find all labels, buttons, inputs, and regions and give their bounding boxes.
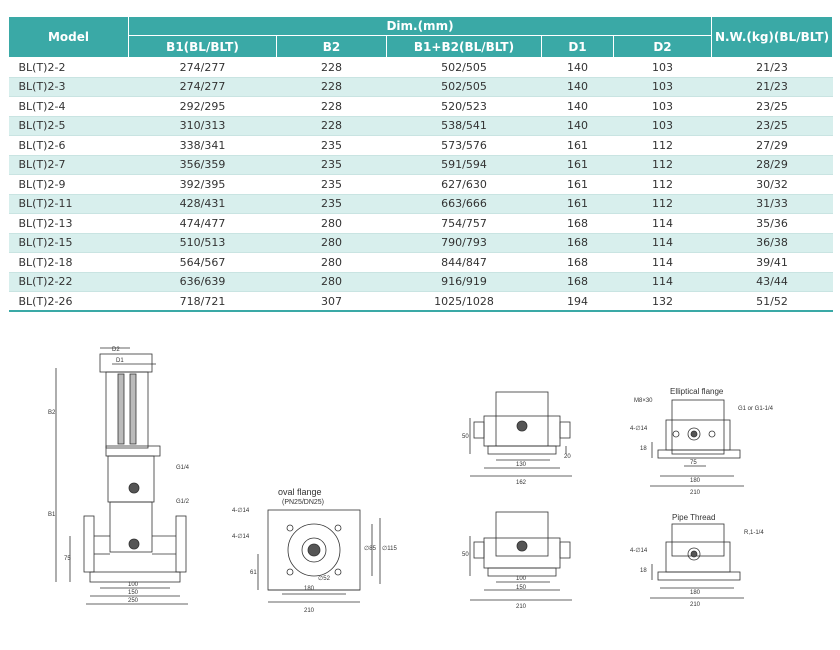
spec-table xyxy=(8,16,833,312)
label-oval-c52: ∅52 xyxy=(318,576,330,582)
elliptical-flange-title: Elliptical flange xyxy=(670,387,724,396)
table-cell: 114 xyxy=(614,253,712,273)
label-oval-d85: ∅85 xyxy=(364,546,376,552)
header-b2: B2 xyxy=(277,36,387,58)
table-row xyxy=(9,175,833,195)
table-cell: 274/277 xyxy=(129,58,277,78)
table-cell: 161 xyxy=(542,175,614,195)
table-row xyxy=(9,214,833,234)
table-cell: 235 xyxy=(277,136,387,156)
table-cell: 790/793 xyxy=(387,233,542,253)
table-cell: 228 xyxy=(277,58,387,78)
table-cell: 718/721 xyxy=(129,292,277,312)
table-cell: 307 xyxy=(277,292,387,312)
table-cell: 23/25 xyxy=(712,116,833,136)
table-row xyxy=(9,272,833,292)
table-cell: 280 xyxy=(277,272,387,292)
table-row xyxy=(9,233,833,253)
table-cell: 23/25 xyxy=(712,97,833,117)
label-d2: D2 xyxy=(112,347,120,353)
label-base-h50b: 50 xyxy=(462,552,469,558)
label-ell-thread: G1 or G1-1/4 xyxy=(738,406,774,412)
table-cell: 235 xyxy=(277,194,387,214)
header-d2: D2 xyxy=(614,36,712,58)
table-cell: 39/41 xyxy=(712,253,833,273)
label-base-w100: 100 xyxy=(516,576,527,582)
label-base-h20: 20 xyxy=(564,454,571,460)
table-cell: 27/29 xyxy=(712,136,833,156)
table-cell: 754/757 xyxy=(387,214,542,234)
table-cell: 280 xyxy=(277,233,387,253)
table-cell: 21/23 xyxy=(712,58,833,78)
label-b2: B2 xyxy=(48,410,56,416)
table-cell: 538/541 xyxy=(387,116,542,136)
table-cell: 112 xyxy=(614,175,712,195)
table-cell: 520/523 xyxy=(387,97,542,117)
table-cell: 140 xyxy=(542,97,614,117)
model-cell: BL(T)2-7 xyxy=(9,155,129,175)
table-cell: 114 xyxy=(614,233,712,253)
label-oval-w210: 210 xyxy=(304,608,315,614)
table-cell: 36/38 xyxy=(712,233,833,253)
label-ell-holes: 4-∅14 xyxy=(630,426,648,432)
table-cell: 310/313 xyxy=(129,116,277,136)
label-w100: 100 xyxy=(128,582,139,588)
model-cell: BL(T)2-11 xyxy=(9,194,129,214)
table-cell: 510/513 xyxy=(129,233,277,253)
model-cell: BL(T)2-2 xyxy=(9,58,129,78)
model-cell: BL(T)2-13 xyxy=(9,214,129,234)
table-cell: 140 xyxy=(542,116,614,136)
table-cell: 114 xyxy=(614,272,712,292)
table-cell: 31/33 xyxy=(712,194,833,214)
oval-flange-drawing xyxy=(258,510,380,602)
table-cell: 636/639 xyxy=(129,272,277,292)
label-ell-bolt: M8×30 xyxy=(634,398,653,404)
label-oval-w180: 180 xyxy=(304,586,315,592)
table-cell: 112 xyxy=(614,194,712,214)
model-cell: BL(T)2-3 xyxy=(9,77,129,97)
table-cell: 132 xyxy=(614,292,712,312)
table-cell: 43/44 xyxy=(712,272,833,292)
label-w150: 150 xyxy=(128,590,139,596)
table-cell: 140 xyxy=(542,58,614,78)
label-ell-w180: 180 xyxy=(690,478,701,484)
table-cell: 103 xyxy=(614,97,712,117)
label-base-w162: 162 xyxy=(516,480,527,486)
table-cell: 428/431 xyxy=(129,194,277,214)
oval-flange-subtitle: (PN25/DN25) xyxy=(282,499,325,506)
label-oval-h61: 61 xyxy=(250,570,257,576)
model-cell: BL(T)2-6 xyxy=(9,136,129,156)
table-cell: 627/630 xyxy=(387,175,542,195)
table-cell: 591/594 xyxy=(387,155,542,175)
table-cell: 168 xyxy=(542,253,614,273)
table-cell: 292/295 xyxy=(129,97,277,117)
header-d1: D1 xyxy=(542,36,614,58)
table-cell: 114 xyxy=(614,214,712,234)
elliptical-flange-drawing xyxy=(650,400,744,486)
model-cell: BL(T)2-9 xyxy=(9,175,129,195)
table-cell: 474/477 xyxy=(129,214,277,234)
table-row xyxy=(9,116,833,136)
table-cell: 161 xyxy=(542,155,614,175)
table-row xyxy=(9,97,833,117)
model-cell: BL(T)2-5 xyxy=(9,116,129,136)
table-row xyxy=(9,136,833,156)
label-base-w150: 150 xyxy=(516,585,527,591)
table-cell: 274/277 xyxy=(129,77,277,97)
table-cell: 30/32 xyxy=(712,175,833,195)
table-body xyxy=(9,58,833,312)
table-cell: 338/341 xyxy=(129,136,277,156)
table-cell: 228 xyxy=(277,77,387,97)
label-pipe-w180: 180 xyxy=(690,590,701,596)
oval-flange-title: oval flange xyxy=(278,487,322,497)
label-base-h50a: 50 xyxy=(462,434,469,440)
label-pipe-h18: 18 xyxy=(640,568,647,574)
label-base-w130: 130 xyxy=(516,462,527,468)
label-ell-w75: 75 xyxy=(690,460,697,466)
label-g14: G1/4 xyxy=(176,465,190,471)
label-pipe-holes: 4-∅14 xyxy=(630,548,648,554)
header-nw: N.W.(kg)(BL/BLT) xyxy=(712,17,833,58)
table-cell: 103 xyxy=(614,116,712,136)
table-cell: 21/23 xyxy=(712,77,833,97)
table-cell: 280 xyxy=(277,214,387,234)
table-cell: 161 xyxy=(542,194,614,214)
table-cell: 564/567 xyxy=(129,253,277,273)
table-row xyxy=(9,77,833,97)
table-cell: 35/36 xyxy=(712,214,833,234)
model-cell: BL(T)2-22 xyxy=(9,272,129,292)
table-cell: 168 xyxy=(542,272,614,292)
header-b1b2: B1+B2(BL/BLT) xyxy=(387,36,542,58)
table-cell: 103 xyxy=(614,58,712,78)
table-row xyxy=(9,194,833,214)
label-ell-h18: 18 xyxy=(640,446,647,452)
table-cell: 228 xyxy=(277,97,387,117)
label-oval-holes-1: 4-∅14 xyxy=(232,508,250,514)
label-ell-w210: 210 xyxy=(690,490,701,496)
header-b1: B1(BL/BLT) xyxy=(129,36,277,58)
table-cell: 28/29 xyxy=(712,155,833,175)
label-g12: G1/2 xyxy=(176,499,190,505)
label-pipe-w210: 210 xyxy=(690,602,701,608)
label-base-w210: 210 xyxy=(516,604,527,610)
model-cell: BL(T)2-26 xyxy=(9,292,129,312)
header-dim: Dim.(mm) xyxy=(129,17,712,36)
table-cell: 168 xyxy=(542,214,614,234)
table-cell: 194 xyxy=(542,292,614,312)
table-cell: 168 xyxy=(542,233,614,253)
table-cell: 573/576 xyxy=(387,136,542,156)
table-row xyxy=(9,253,833,273)
label-d1: D1 xyxy=(116,358,124,364)
table-cell: 502/505 xyxy=(387,58,542,78)
table-cell: 392/395 xyxy=(129,175,277,195)
label-pipe-thread: R,1-1/4 xyxy=(744,530,764,536)
table-cell: 356/359 xyxy=(129,155,277,175)
label-w250: 250 xyxy=(128,598,139,604)
table-cell: 161 xyxy=(542,136,614,156)
table-cell: 140 xyxy=(542,77,614,97)
table-cell: 51/52 xyxy=(712,292,833,312)
table-cell: 235 xyxy=(277,155,387,175)
table-cell: 1025/1028 xyxy=(387,292,542,312)
pump-drawing xyxy=(56,348,188,604)
table-row xyxy=(9,292,833,312)
model-cell: BL(T)2-18 xyxy=(9,253,129,273)
table-cell: 502/505 xyxy=(387,77,542,97)
label-oval-holes-2: 4-∅14 xyxy=(232,534,250,540)
table-cell: 112 xyxy=(614,155,712,175)
table-row xyxy=(9,155,833,175)
table-cell: 663/666 xyxy=(387,194,542,214)
label-b1: B1 xyxy=(48,512,56,518)
label-h75: 75 xyxy=(64,556,71,562)
model-cell: BL(T)2-15 xyxy=(9,233,129,253)
table-cell: 235 xyxy=(277,175,387,195)
table-cell: 916/919 xyxy=(387,272,542,292)
label-oval-d115: ∅115 xyxy=(382,546,397,552)
pipe-thread-title: Pipe Thread xyxy=(672,513,716,522)
table-cell: 112 xyxy=(614,136,712,156)
table-cell: 103 xyxy=(614,77,712,97)
model-cell: BL(T)2-4 xyxy=(9,97,129,117)
dimension-drawings xyxy=(0,338,840,650)
table-row xyxy=(9,58,833,78)
header-model: Model xyxy=(9,17,129,58)
table-cell: 280 xyxy=(277,253,387,273)
table-cell: 844/847 xyxy=(387,253,542,273)
pipe-thread-drawing xyxy=(650,524,744,598)
table-cell: 228 xyxy=(277,116,387,136)
